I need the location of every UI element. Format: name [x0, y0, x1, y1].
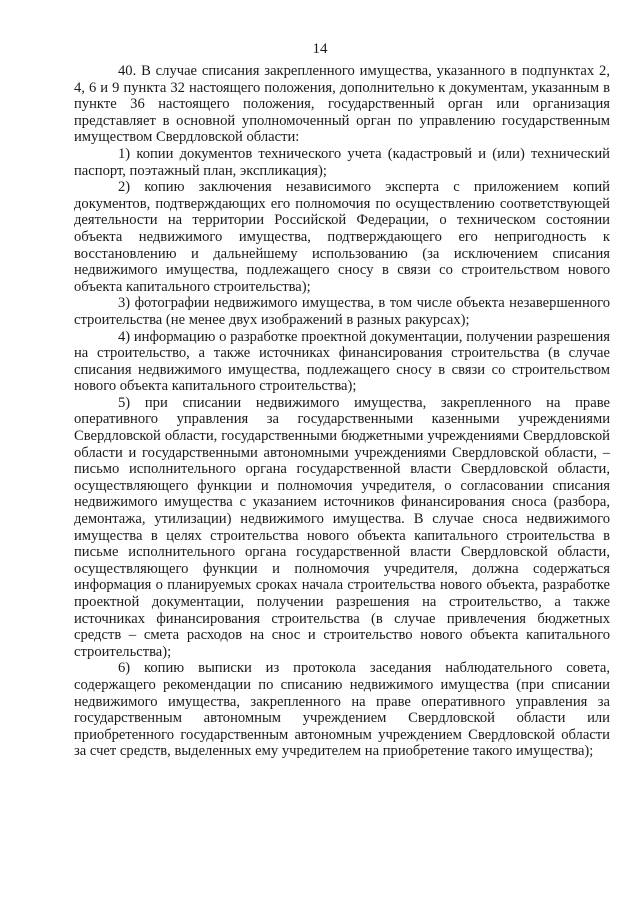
page-number: 14: [312, 41, 328, 57]
paragraph-40-intro: 40. В случае списания закрепленного имущества, указанного в подпунктах 2, 4, 6 и 9 пункта 32 настоящего положения, дополнительно к документам, указанным в пункте 36 настоящего положения, государственный орган или организация представляет в основной уполномоченный орган по управлению государственным имуществом Свердловской области:: [74, 63, 610, 146]
paragraph-item-5: 5) при списании недвижимого имущества, закрепленного на праве оперативного управления за государственными казенными учреждениями Свердловской области, государственными бюджетными учреждениями Свердловской области и государственными автономными учреждениями Свердловской области, – письмо исполнительного органа государственной власти Свердловской области, осуществляющего функции и полномочия учредителя, о согласовании списания недвижимого имущества с указанием источников финансирования сноса (разбора, демонтажа, утилизации) недвижимого имущества. В случае сноса недвижимого имущества в целях строительства нового объекта капитального строительства в письме исполнительного органа государственной власти Свердловской области, осуществляющего функции и полномочия учредителя, должна содержаться информация о планируемых сроках начала строительства нового объекта, разработке проектной документации, получении разрешения на строительство, а также источниках финансирования строительства (в случае привлечения бюджетных средств – смета расходов на снос и строительство нового объекта капитального строительства);: [74, 394, 610, 660]
paragraph-item-2: 2) копию заключения независимого эксперта с приложением копий документов, подтверждающих его полномочия по осуществлению соответствующей деятельности на территории Российской Федерации, о техническом состоянии объекта недвижимого имущества, подтверждающего его непригодность к восстановлению и дальнейшему использованию (за исключением списания недвижимого имущества, подлежащего сносу в связи со строительством нового объекта капитального строительства);: [74, 179, 610, 295]
paragraph-item-1: 1) копии документов технического учета (кадастровый и (или) технический паспорт, поэтажный план, экспликация);: [74, 145, 610, 179]
paragraph-item-3: 3) фотографии недвижимого имущества, в том числе объекта незавершенного строительства (не менее двух изображений в разных ракурсах);: [74, 295, 610, 328]
paragraph-item-4: 4) информацию о разработке проектной документации, получении разрешения на строительство, а также источниках финансирования строительства (в случае списания недвижимого имущества, подлежащего сносу в связи со строительством нового объекта капитального строительства);: [74, 328, 610, 395]
document-body: [74, 63, 610, 760]
paragraph-item-6: 6) копию выписки из протокола заседания наблюдательного совета, содержащего рекомендации по списанию недвижимого имущества (при списании недвижимого имущества, закрепленного на праве оперативного управления за государственным автономным учреждением Свердловской области или приобретенного государственным автономным учреждением Свердловской области за счет средств, выделенных ему учредителем на приобретение такого имущества);: [74, 660, 610, 760]
